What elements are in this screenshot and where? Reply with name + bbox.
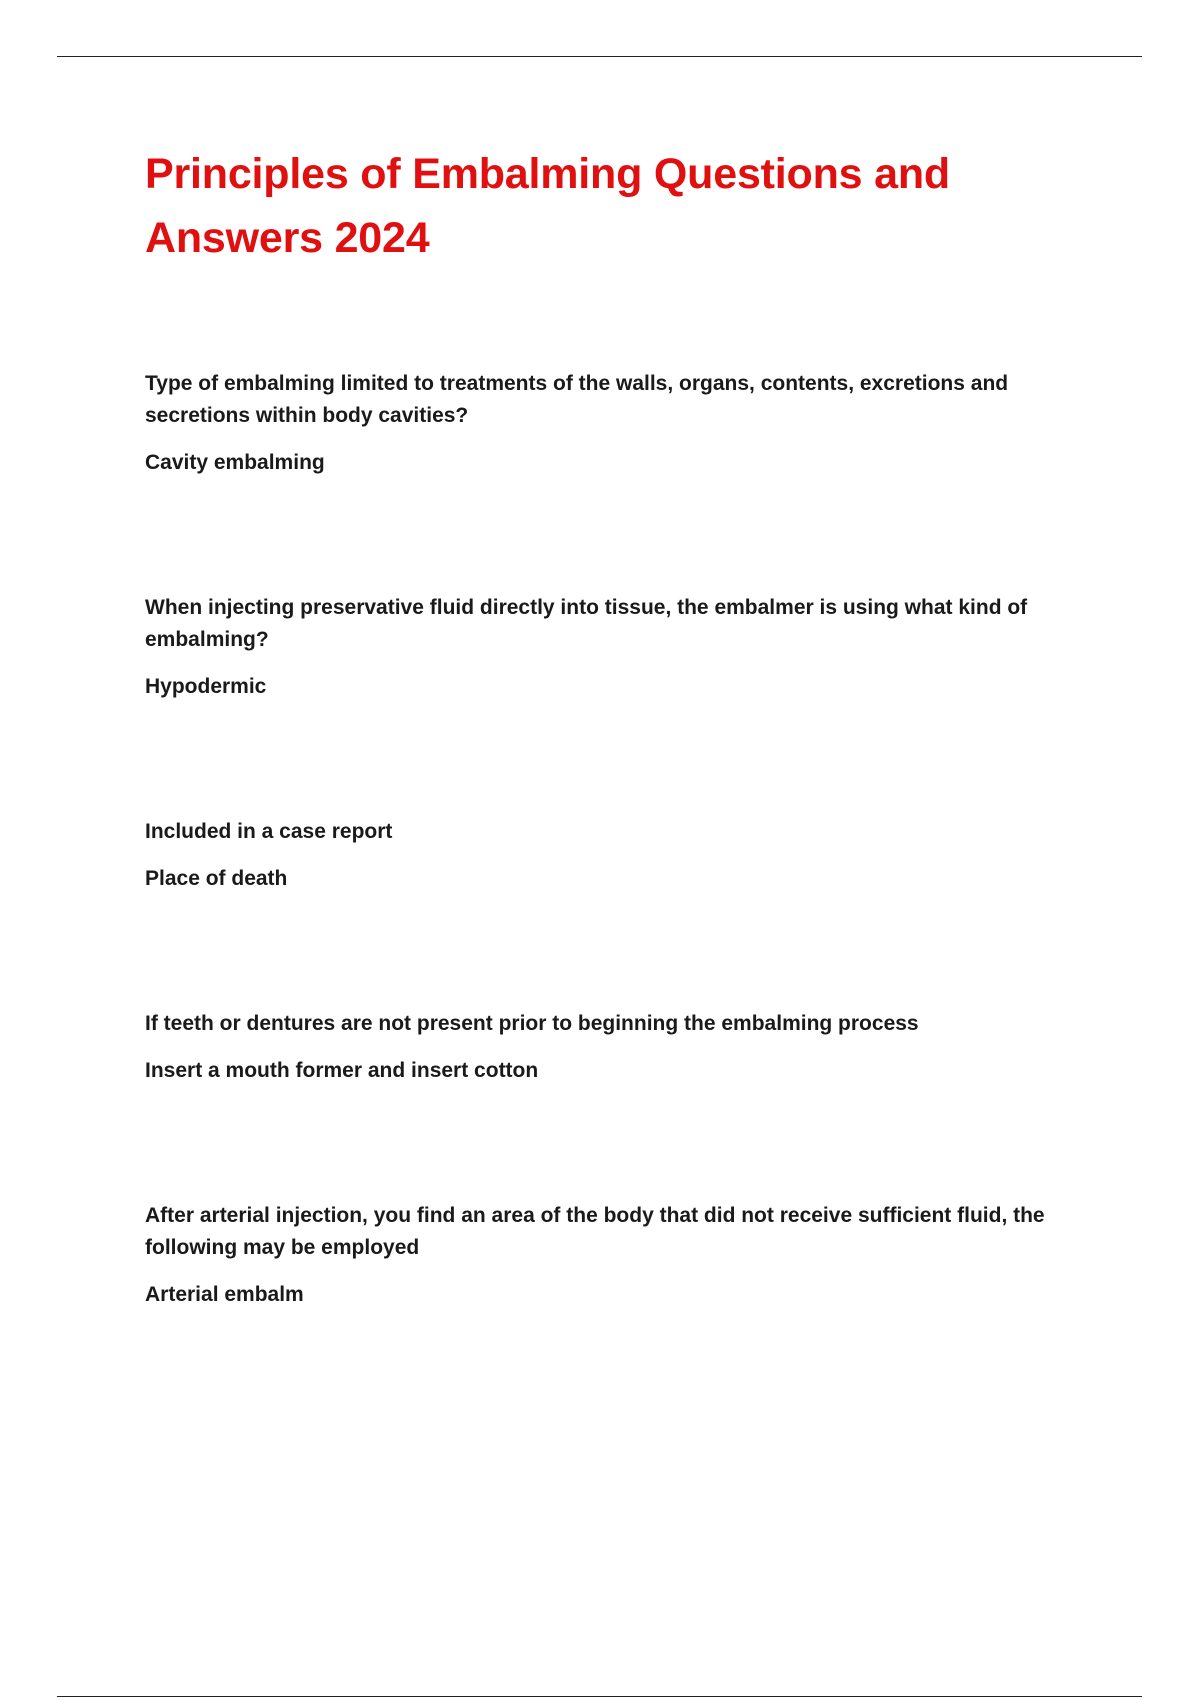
header-rule [57, 56, 1142, 57]
question-text: When injecting preservative fluid directly into tissue, the embalmer is using what kind of embalming? [145, 596, 1028, 651]
answer-text: Cavity embalming [145, 451, 325, 474]
qa-item [145, 368, 1085, 479]
document-title: Principles of Embalming Questions and Answers 2024 [145, 150, 950, 262]
question-text: Included in a case report [145, 820, 393, 843]
qa-item [145, 1200, 1085, 1311]
qa-item [145, 816, 1085, 895]
question-text: After arterial injection, you find an area of the body that did not receive sufficient fluid, the following may be employed [145, 1204, 1045, 1259]
footer-rule [57, 1696, 1142, 1697]
answer-text: Arterial embalm [145, 1283, 304, 1306]
question-text: Type of embalming limited to treatments of the walls, organs, contents, excretions and secretions within body cavities? [145, 372, 1009, 427]
question-text: If teeth or dentures are not present prior to beginning the embalming process [145, 1012, 919, 1035]
qa-item [145, 592, 1085, 703]
qa-item [145, 1008, 1085, 1087]
answer-text: Place of death [145, 867, 288, 890]
answer-text: Insert a mouth former and insert cotton [145, 1059, 539, 1082]
answer-text: Hypodermic [145, 675, 267, 698]
